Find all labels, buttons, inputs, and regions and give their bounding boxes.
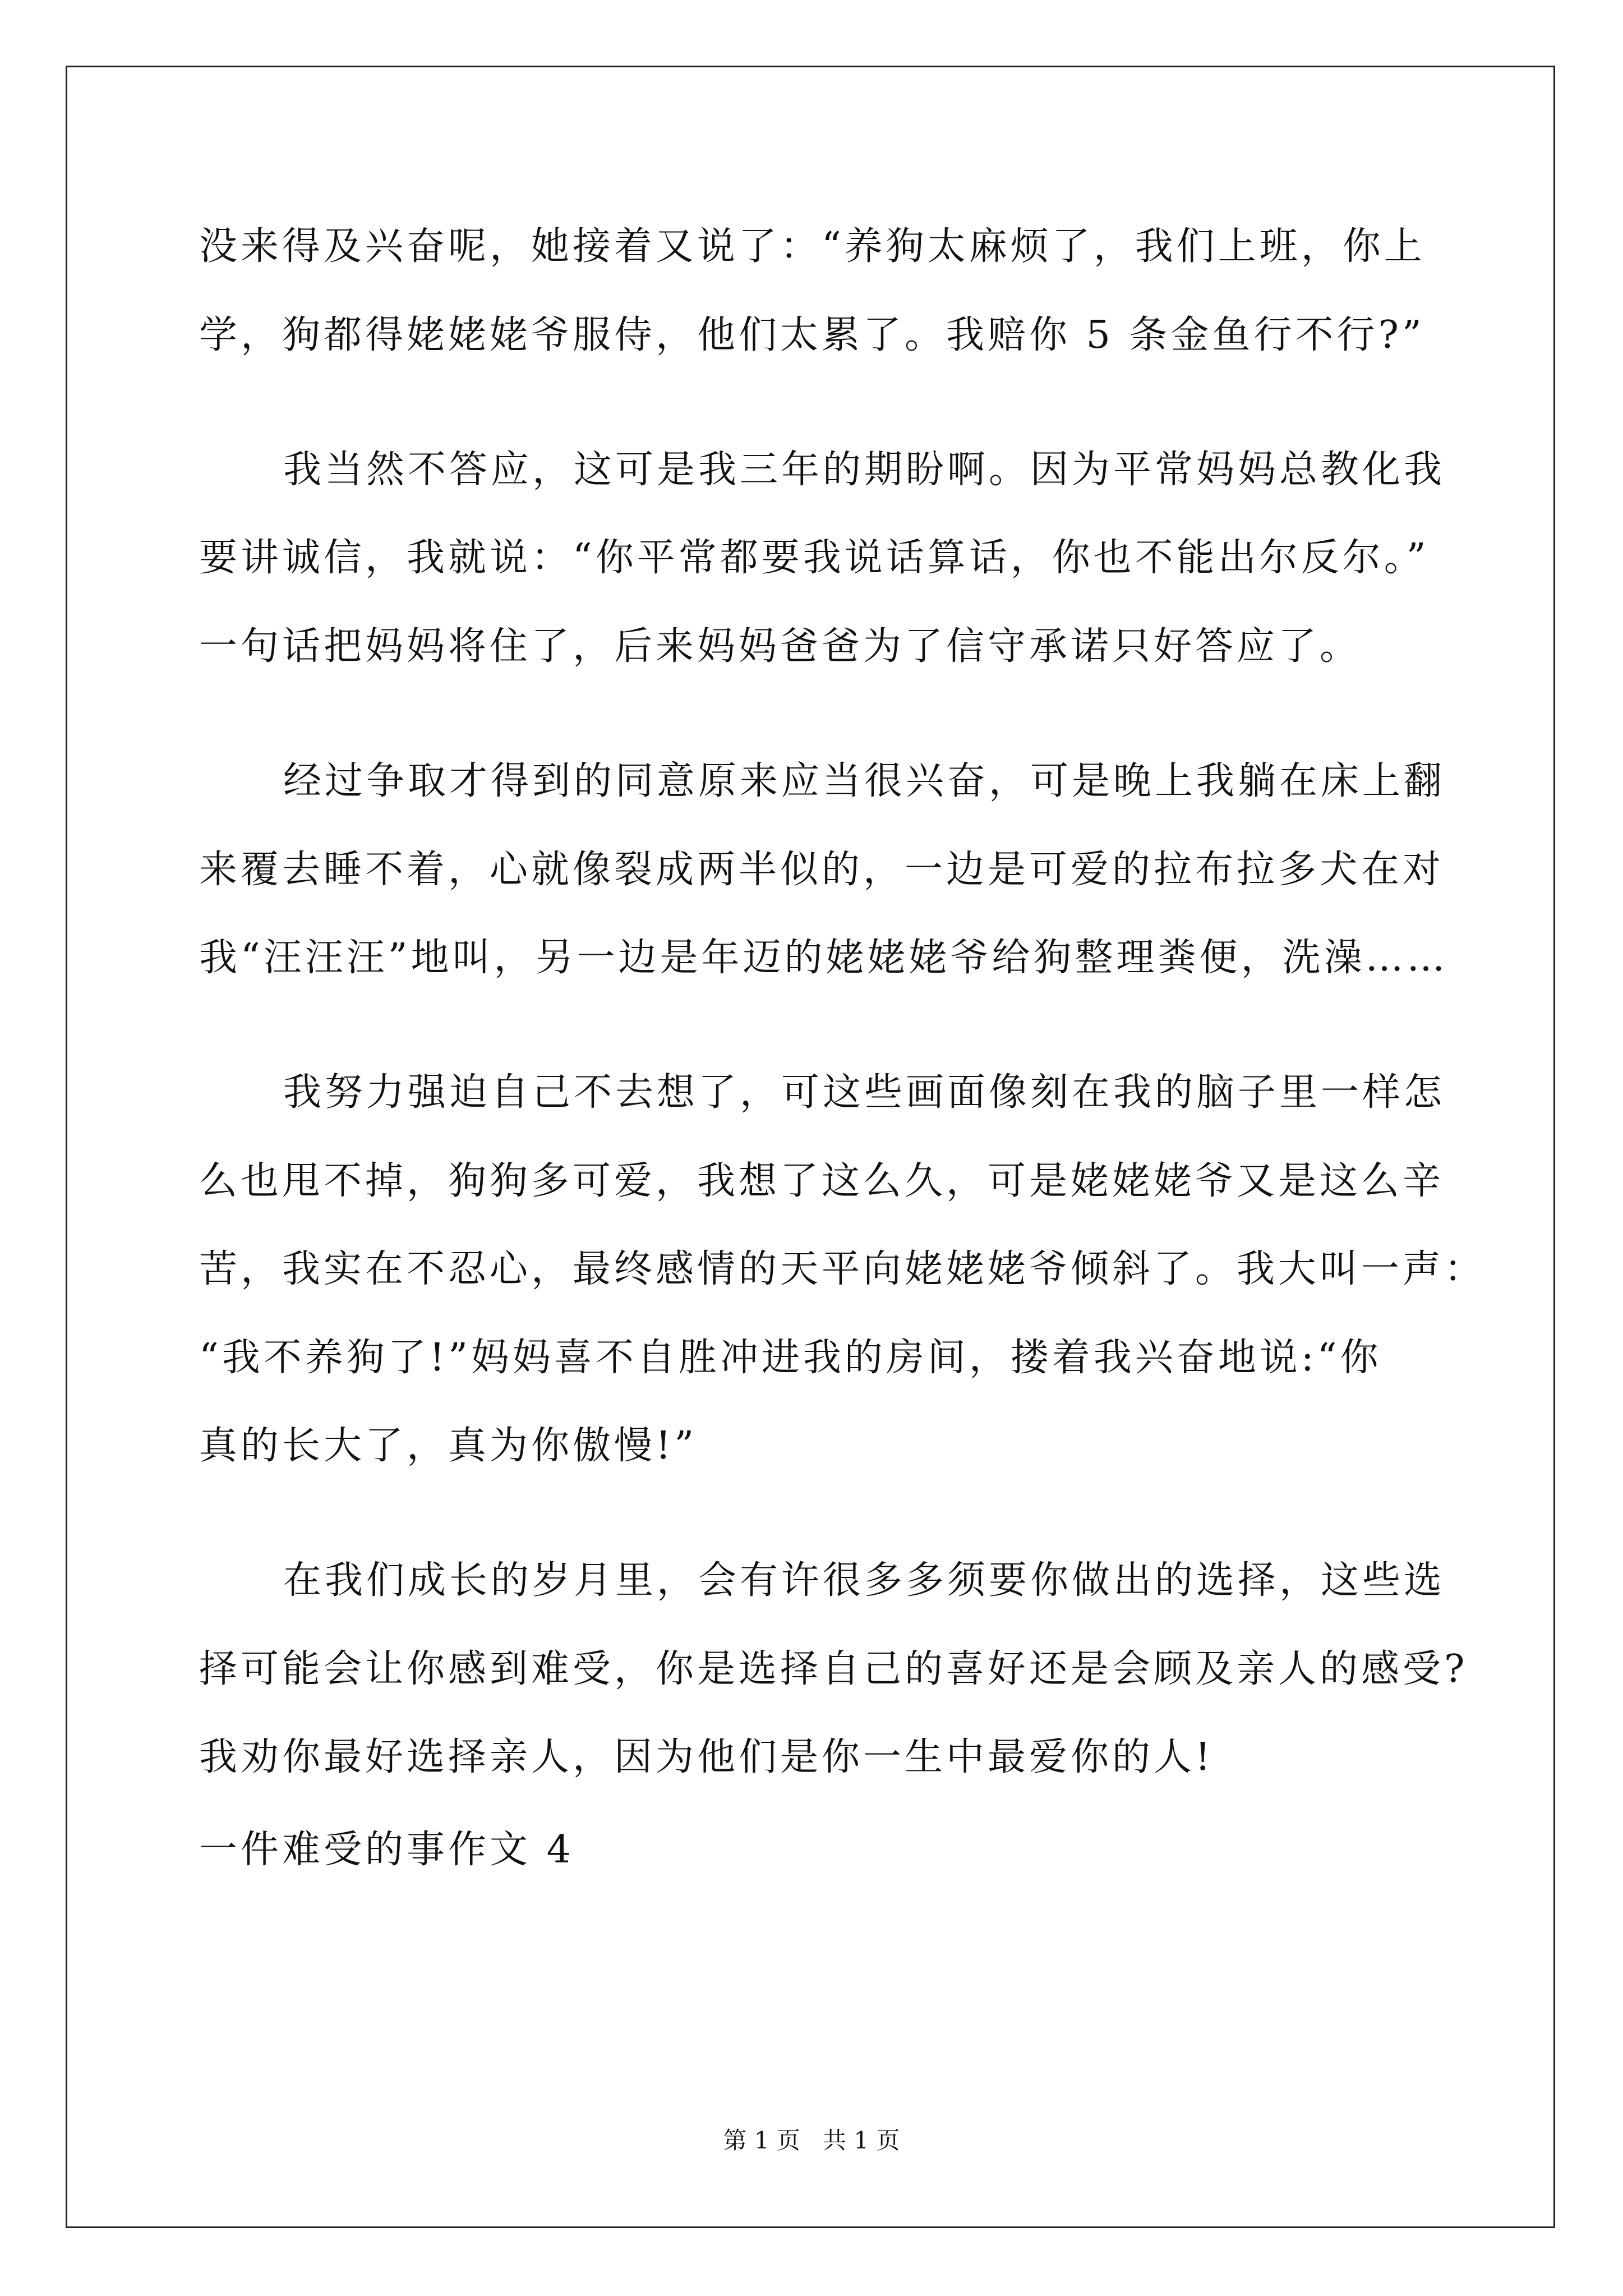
text-line: “我不养狗了!”妈妈喜不自胜冲进我的房间，搂着我兴奋地说:“你 bbox=[199, 1336, 1382, 1380]
text-line: 经过争取才得到的同意原来应当很兴奋，可是晚上我躺在床上翻 bbox=[283, 759, 1446, 803]
text-line: 我当然不答应，这可是我三年的期盼啊。因为平常妈妈总教化我 bbox=[283, 448, 1446, 492]
text-line: 真的长大了，真为你傲慢!” bbox=[199, 1424, 698, 1468]
text-line: 我劝你最好选择亲人，因为他们是你一生中最爱你的人! bbox=[199, 1735, 1214, 1779]
text-line: 学，狗都得姥姥姥爷服侍，他们太累了。我赔你 5 条金鱼行不行?” bbox=[199, 313, 1425, 357]
page-border bbox=[66, 66, 1555, 2228]
section-heading: 一件难受的事作文 4 bbox=[199, 1828, 574, 1872]
text-line: 苦，我实在不忍心，最终感情的天平向姥姥姥爷倾斜了。我大叫一声： bbox=[199, 1247, 1486, 1291]
text-line: 一句话把妈妈将住了，后来妈妈爸爸为了信守承诺只好答应了。 bbox=[199, 624, 1362, 669]
text-line: 在我们成长的岁月里，会有许很多多须要你做出的选择，这些选 bbox=[283, 1558, 1446, 1603]
text-line: 要讲诚信，我就说：“你平常都要我说话算话，你也不能出尔反尔。” bbox=[199, 536, 1430, 580]
text-line: 来覆去睡不着，心就像裂成两半似的，一边是可爱的拉布拉多犬在对 bbox=[199, 848, 1445, 892]
text-line: 择可能会让你感到难受，你是选择自己的喜好还是会顾及亲人的感受? bbox=[199, 1647, 1468, 1691]
text-line: 没来得及兴奋呢，她接着又说了：“养狗太麻烦了，我们上班，你上 bbox=[199, 224, 1426, 269]
text-line: 我努力强迫自己不去想了，可这些画面像刻在我的脑子里一样怎 bbox=[283, 1070, 1446, 1115]
page-footer: 第 1 页 共 1 页 bbox=[723, 2127, 900, 2154]
text-line: 么也甩不掉，狗狗多可爱，我想了这么久，可是姥姥姥爷又是这么辛 bbox=[199, 1159, 1445, 1203]
text-line: 我“汪汪汪”地叫，另一边是年迈的姥姥姥爷给狗整理粪便，洗澡…… bbox=[199, 936, 1449, 980]
